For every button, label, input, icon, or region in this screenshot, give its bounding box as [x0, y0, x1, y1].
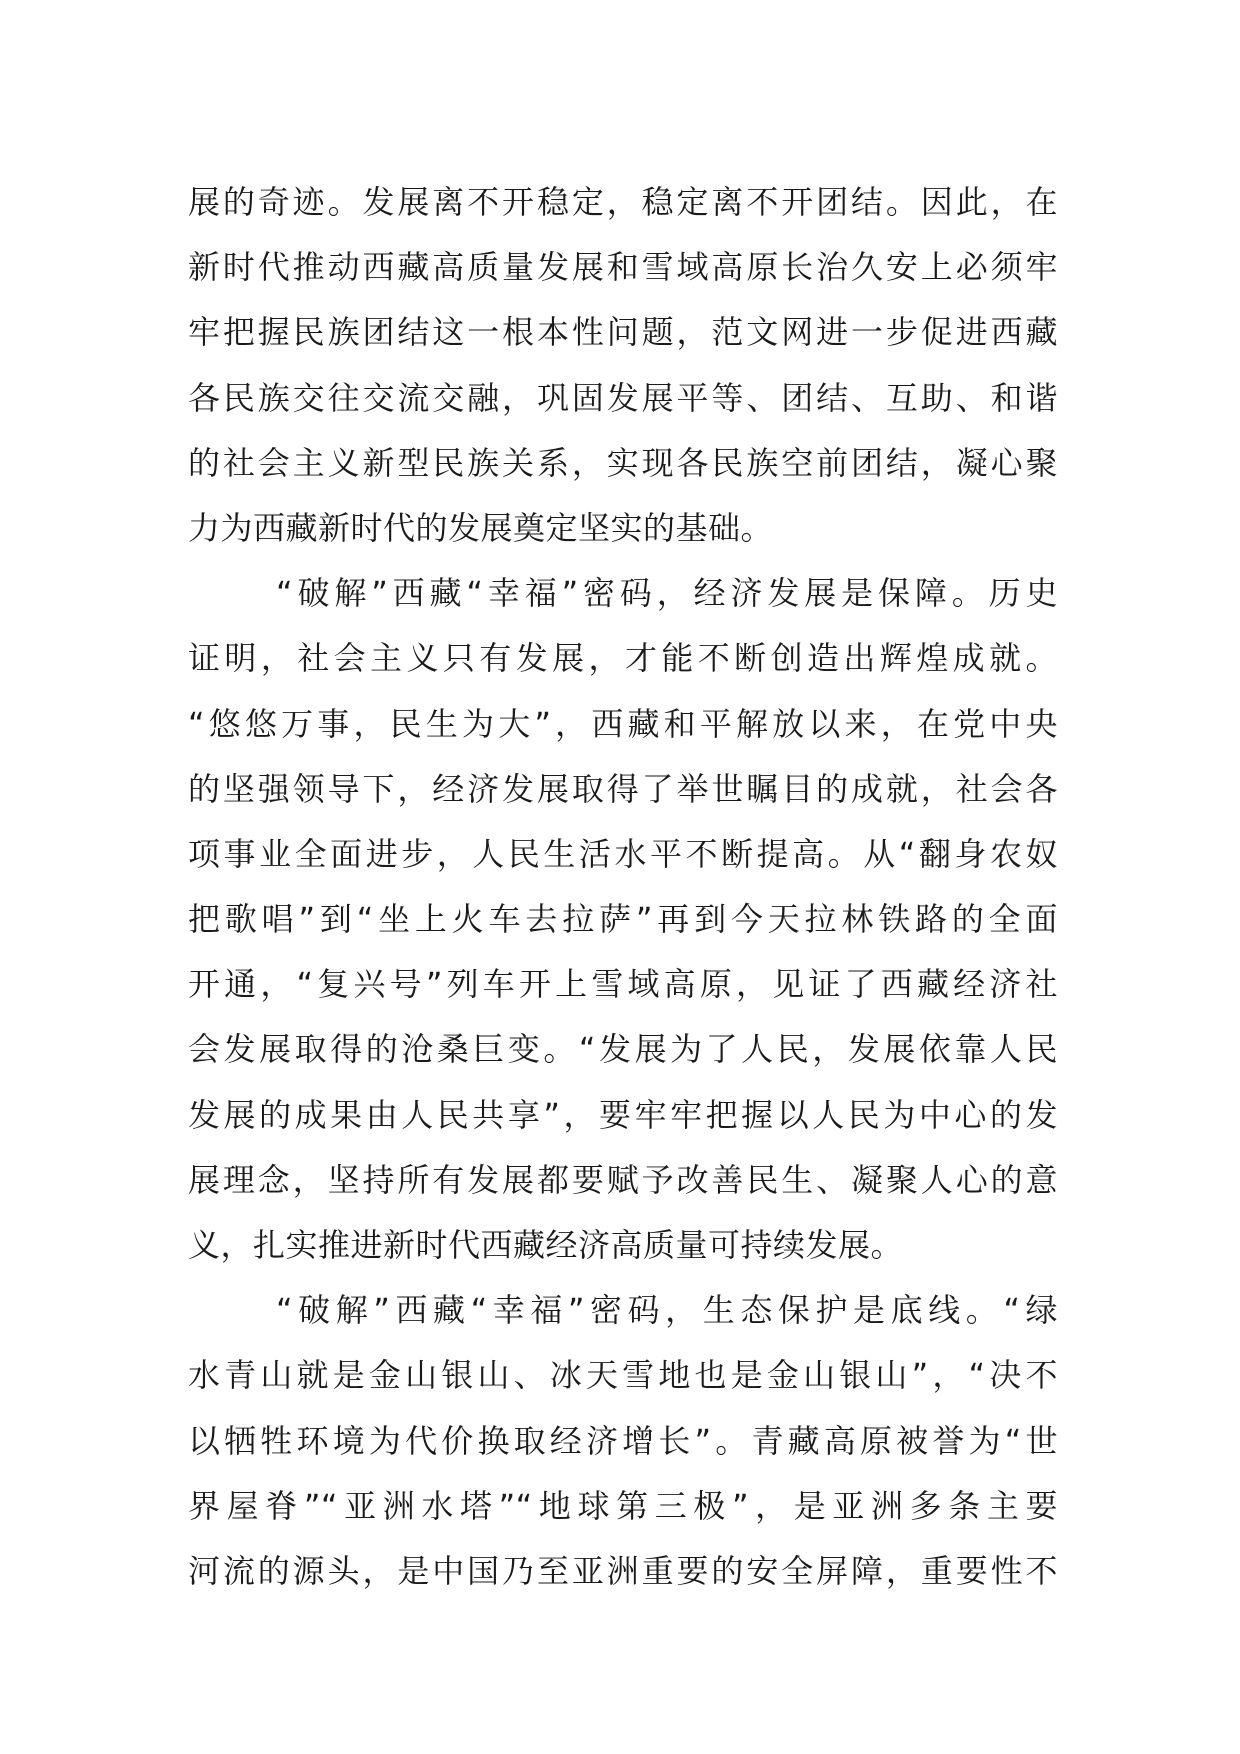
text-line: 义，扎实推进新时代西藏经济高质量可持续发展。 — [188, 1226, 904, 1264]
text-line: “悠悠万事，民生为大”，西藏和平解放以来，在党中央 — [188, 704, 1058, 743]
text-line: “破解”西藏“幸福”密码，生态保护是底线。“绿 — [276, 1291, 1058, 1330]
text-line: 界屋脊”“亚洲水塔”“地球第三极”，是亚洲多条主要 — [188, 1486, 1058, 1525]
text-line: 开通，“复兴号”列车开上雪域高原，见证了西藏经济社 — [188, 965, 1058, 1004]
text-line: 的社会主义新型民族关系，实现各民族空前团结，凝心聚 — [188, 443, 1058, 482]
text-line: 河流的源头，是中国乃至亚洲重要的安全屏障，重要性不 — [188, 1551, 1058, 1590]
text-line: 展理念，坚持所有发展都要赋予改善民生、凝聚人心的意 — [188, 1160, 1058, 1199]
body-text — [188, 170, 1058, 1604]
text-line: 新时代推动西藏高质量发展和雪域高原长治久安上必须牢 — [188, 248, 1058, 287]
text-line: 项事业全面进步，人民生活水平不断提高。从“翻身农奴 — [188, 834, 1058, 873]
text-line: 会发展取得的沧桑巨变。“发展为了人民，发展依靠人民 — [188, 1030, 1058, 1069]
text-line: 证明，社会主义只有发展，才能不断创造出辉煌成就。 — [188, 639, 1058, 678]
text-line: 水青山就是金山银山、冰天雪地也是金山银山”，“决不 — [188, 1356, 1058, 1395]
text-line: 把歌唱”到“坐上火车去拉萨”再到今天拉林铁路的全面 — [188, 900, 1058, 939]
text-line: 牢把握民族团结这一根本性问题，范文网进一步促进西藏 — [188, 313, 1058, 352]
text-line: 各民族交往交流交融，巩固发展平等、团结、互助、和谐 — [188, 378, 1058, 417]
text-line: 发展的成果由人民共享”，要牢牢把握以人民为中心的发 — [188, 1095, 1058, 1134]
text-line: 力为西藏新时代的发展奠定坚实的基础。 — [188, 508, 774, 547]
text-line: 以牺牲环境为代价换取经济增长”。青藏高原被誉为“世 — [188, 1421, 1058, 1460]
text-line: 展的奇迹。发展离不开稳定，稳定离不开团结。因此，在 — [188, 183, 1058, 221]
text-line: “破解”西藏“幸福”密码，经济发展是保障。历史 — [276, 574, 1058, 613]
text-line: 的坚强领导下，经济发展取得了举世瞩目的成就，社会各 — [188, 769, 1058, 808]
